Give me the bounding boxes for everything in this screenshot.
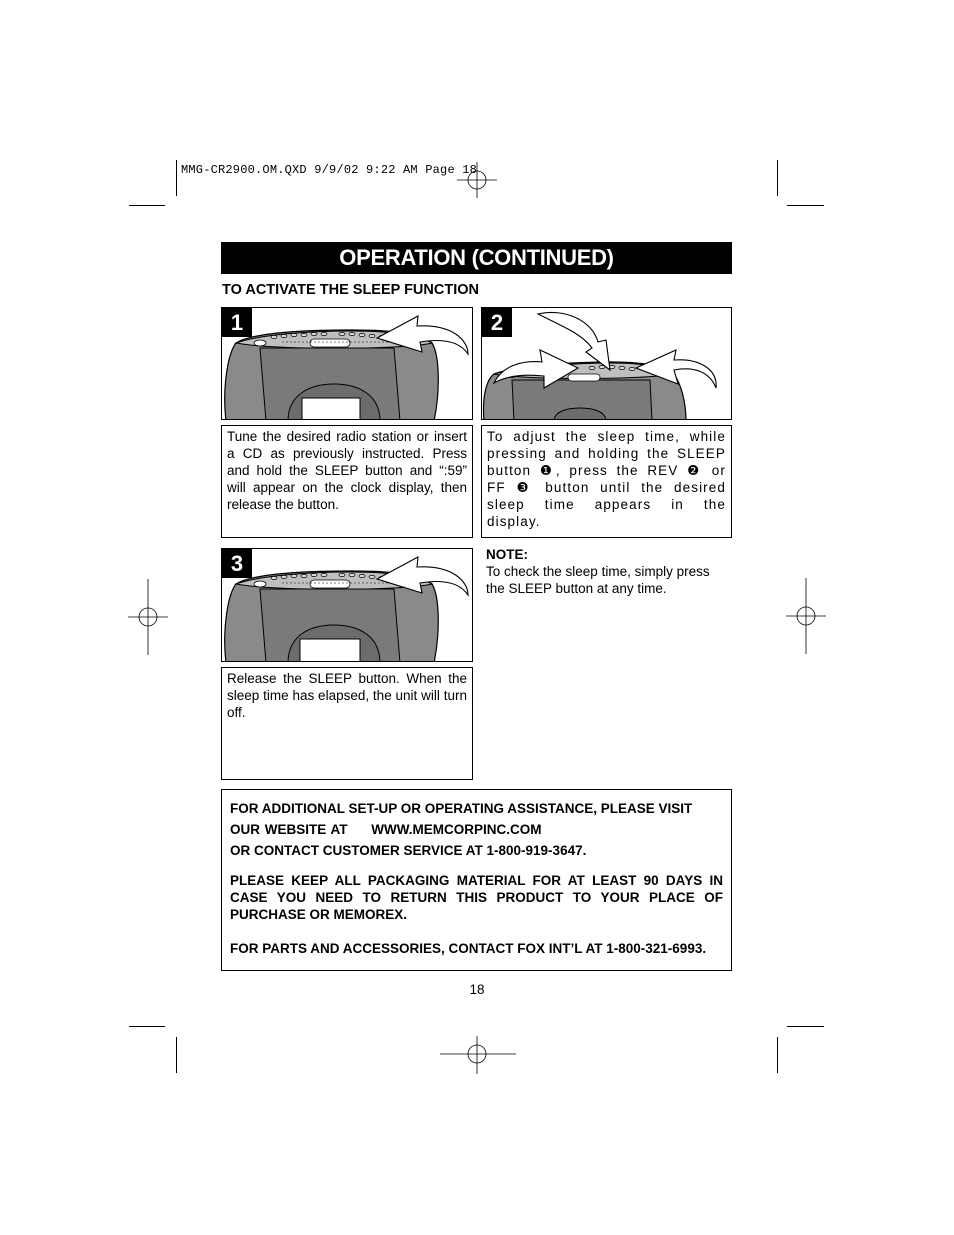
note-title: NOTE: xyxy=(486,547,528,562)
assistance-line-2: OUR WEBSITE AT WWW.MEMCORPINC.COM xyxy=(230,822,542,837)
crop-mark-top-left-vertical xyxy=(176,160,177,196)
clock-radio-illustration-2 xyxy=(482,308,732,420)
page-title-banner: OPERATION (CONTINUED) xyxy=(221,242,732,274)
assistance-line-1: FOR ADDITIONAL SET-UP OR OPERATING ASSISTANCE, PLEASE VISIT xyxy=(230,801,693,816)
step-3-text: Release the SLEEP button. When the sleep time has elapsed, the unit will turn off. xyxy=(221,667,473,780)
crop-mark-bottom-right-horizontal xyxy=(787,1026,824,1027)
page-number: 18 xyxy=(469,982,485,997)
step-1-number: 1 xyxy=(222,308,252,337)
section-title: TO ACTIVATE THE SLEEP FUNCTION xyxy=(222,282,479,298)
crop-mark-bottom-left-vertical xyxy=(176,1037,177,1073)
step-2-illustration xyxy=(481,307,732,420)
clock-radio-illustration-3 xyxy=(222,549,473,662)
step-3-illustration xyxy=(221,548,473,662)
note-text: To check the sleep time, simply press the SLEEP button at any time. xyxy=(486,564,710,596)
crop-mark-top-right-vertical xyxy=(777,160,778,196)
assistance-line-3: OR CONTACT CUSTOMER SERVICE AT 1-800-919-3647. xyxy=(230,843,587,858)
packaging-notice: PLEASE KEEP ALL PACKAGING MATERIAL FOR AT LEAST 90 DAYS IN CASE YOU NEED TO RETURN THIS PRODUCT TO YOUR PLACE OF PURCHASE OR MEMOREX. xyxy=(230,873,723,922)
crop-mark-top-right-horizontal xyxy=(787,205,824,206)
step-1-illustration xyxy=(221,307,473,420)
registration-mark-top-icon xyxy=(457,160,497,200)
registration-mark-bottom-icon xyxy=(440,1036,516,1076)
step-3-number: 3 xyxy=(222,549,252,578)
registration-mark-right-icon xyxy=(786,578,826,654)
step-2-number: 2 xyxy=(482,308,512,337)
registration-mark-left-icon xyxy=(128,579,168,655)
slug-line: MMG-CR2900.OM.QXD 9/9/02 9:22 AM Page 18 xyxy=(181,163,478,177)
crop-mark-bottom-left-horizontal xyxy=(129,1026,165,1027)
crop-mark-top-left-horizontal xyxy=(129,205,165,206)
clock-radio-illustration-1 xyxy=(222,308,473,420)
note-block xyxy=(486,546,731,597)
assistance-info-box xyxy=(221,789,732,971)
step-1-text: Tune the desired radio station or insert a CD as previously instructed. Press and hold the SLEEP button and “:59” will appear on the clock display, then release the button. xyxy=(221,425,473,538)
parts-contact: FOR PARTS AND ACCESSORIES, CONTACT FOX INT’L AT 1-800-321-6993. xyxy=(230,941,707,956)
step-2-text: To adjust the sleep time, while pressing and holding the SLEEP button ❶, press the REV ❷ or FF ❸ button until the desired sleep time appears in the display. xyxy=(481,425,732,538)
crop-mark-bottom-right-vertical xyxy=(777,1037,778,1073)
